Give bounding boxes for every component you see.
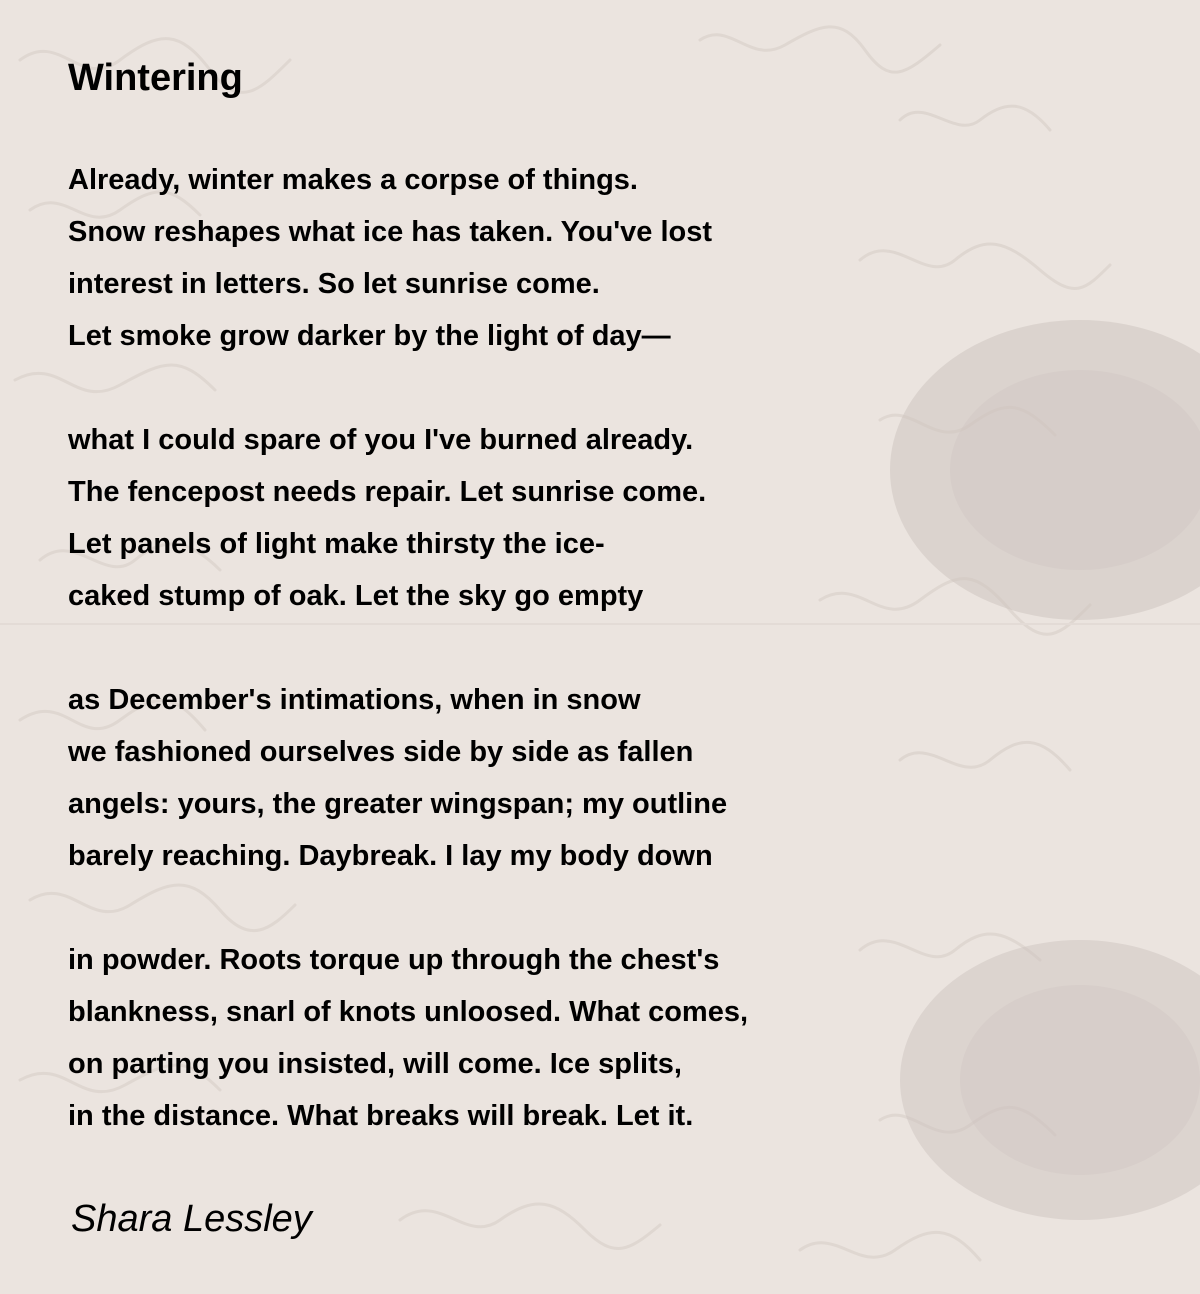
poem-line: we fashioned ourselves side by side as fallen	[68, 736, 694, 768]
poem-line: on parting you insisted, will come. Ice splits,	[68, 1048, 682, 1080]
poem-line: blankness, snarl of knots unloosed. What comes,	[68, 996, 749, 1028]
poem-title: Wintering	[68, 57, 243, 99]
poem-line: interest in letters. So let sunrise come.	[68, 268, 600, 300]
poem-line: what I could spare of you I've burned already.	[68, 424, 694, 456]
poem-line: as December's intimations, when in snow	[68, 684, 641, 716]
poem-line: Snow reshapes what ice has taken. You've lost	[68, 216, 713, 248]
poem-line: The fencepost needs repair. Let sunrise come.	[68, 476, 707, 508]
stanza-3	[68, 674, 748, 882]
poem-line: Let smoke grow darker by the light of day—	[68, 320, 671, 352]
stanza-1	[68, 154, 748, 362]
poem-line: caked stump of oak. Let the sky go empty	[68, 580, 644, 612]
poem-line: barely reaching. Daybreak. I lay my body down	[68, 840, 713, 872]
stanza-2	[68, 414, 748, 622]
poem-body	[68, 154, 748, 1194]
poem-author: Shara Lessley	[71, 1198, 312, 1240]
poem-line: in powder. Roots torque up through the chest's	[68, 944, 720, 976]
stanza-4	[68, 934, 748, 1142]
poem-line: Let panels of light make thirsty the ice-	[68, 528, 605, 560]
poem-line: angels: yours, the greater wingspan; my outline	[68, 788, 728, 820]
poem-line: Already, winter makes a corpse of things.	[68, 164, 638, 196]
poem-line: in the distance. What breaks will break. Let it.	[68, 1100, 694, 1132]
